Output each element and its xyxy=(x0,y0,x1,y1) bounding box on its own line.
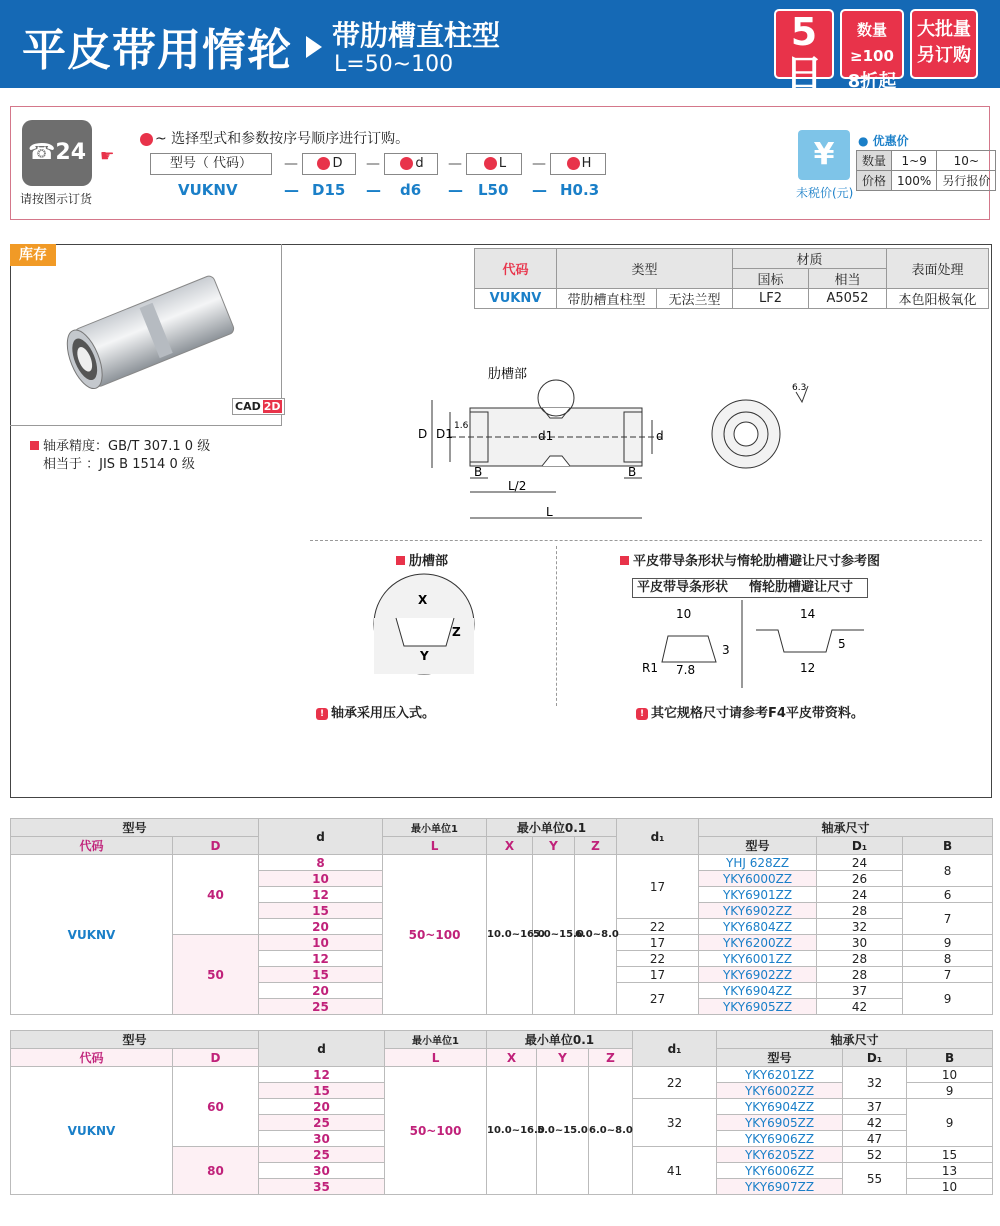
price-label: 未税价(元) xyxy=(796,186,854,200)
svg-text:X: X xyxy=(418,593,428,607)
divider xyxy=(556,546,557,706)
svg-text:10: 10 xyxy=(676,607,692,621)
guide-diagram xyxy=(632,600,868,690)
note-bearing: ! 轴承采用压入式。 xyxy=(316,702,435,721)
svg-text:14: 14 xyxy=(800,607,816,621)
box-model: 型号（ 代码） xyxy=(150,153,272,175)
phone-24-icon: ☎24 xyxy=(22,120,92,186)
svg-text:7.8: 7.8 xyxy=(676,663,696,677)
material-table: 代码 类型 材质 表面处理 国标 相当 VUKNV 带肋槽直柱型 无法兰型 LF2 A5052 本色阳极氧化 xyxy=(474,248,989,309)
label-d: d xyxy=(656,429,664,443)
yen-icon: ¥ xyxy=(798,130,850,180)
order-instruction: ~ 选择型式和参数按序号顺序进行订购。 xyxy=(138,128,409,148)
svg-text:3: 3 xyxy=(722,643,730,657)
groove-detail xyxy=(370,570,478,680)
pref-title: ● 优惠价 xyxy=(858,134,909,148)
note-reference: ! 其它规格尺寸请参考F4平皮带资料。 xyxy=(636,702,864,721)
technical-drawing xyxy=(400,360,820,530)
label-B: B xyxy=(474,465,483,479)
spec-table-2: 型号 d 最小单位1 最小单位0.1 d₁ 轴承尺寸 代码 D L X Y Z 型号 D₁ B VUKNV 60 12 50~100 10.0~16.0 5.0~15.0 6.0~8.0 22 YKY6201ZZ 32 10 15 YKY6002ZZ 9 20 32 YKY6904ZZ 37 9 25 YKY6905ZZ 42 30 YKY6906ZZ 47 80 25 41 YKY6205ZZ 52 15 30 YKY6006ZZ 55 13 35 YKY6907ZZ 10 xyxy=(10,1030,993,1195)
box-d: d xyxy=(384,153,438,175)
badge-5day: 5日 发货 xyxy=(774,9,834,79)
code-d: d6 xyxy=(400,181,422,199)
code-model: VUKNV xyxy=(178,181,238,199)
label-r16: 1.6 xyxy=(454,421,469,431)
svg-text:12: 12 xyxy=(800,661,816,675)
pref-table: 数量 1~9 10~ 价格 100% 另行报价 xyxy=(856,150,996,191)
label-D1: D1 xyxy=(436,427,453,441)
guide-header: 平皮带导条形状 惰轮肋槽避让尺寸 xyxy=(632,578,868,598)
badge-bulk: 大批量 另订购 xyxy=(910,9,978,79)
label-groove: 肋槽部 xyxy=(488,367,528,382)
code-D: D15 xyxy=(312,181,346,199)
box-D: D xyxy=(302,153,356,175)
label-L: L xyxy=(546,505,553,519)
spec-text: 轴承精度：GB/T 307.1 0 级 相当于 ：JIS B 1514 0 级 xyxy=(30,438,210,474)
spec-table-1: 型号 d 最小单位1 最小单位0.1 d₁ 轴承尺寸 代码 D L X Y Z 型号 D₁ B VUKNV 40 8 50~100 10.0~16.0 5.0~15.0 6.0~8.0 17 YHJ 628ZZ 24 8 10 YKY6000ZZ 26 12 YKY6901ZZ 24 6 15 YKY6902ZZ 28 7 20 22 YKY6804ZZ 32 50 10 17 YKY6200ZZ 30 9 12 22 YKY6001ZZ 28 8 15 17 YKY6902ZZ 28 7 20 27 YKY6904ZZ 37 9 25 YKY6905ZZ 42 xyxy=(10,818,993,1015)
phone-label: 请按图示订货 xyxy=(20,192,93,206)
label-D: D xyxy=(418,427,428,441)
pointing-hand-icon: ☛ xyxy=(100,146,115,165)
code-H: H0.3 xyxy=(560,181,600,199)
length-range: L=50~100 xyxy=(334,52,454,77)
code-L: L50 xyxy=(478,181,509,199)
label-d1: d1 xyxy=(538,429,554,443)
groove-title: 肋槽部 xyxy=(396,550,448,569)
box-L: L xyxy=(466,153,522,175)
box-H: H xyxy=(550,153,606,175)
stock-tag: 库存 xyxy=(10,244,56,266)
page-title: 平皮带用惰轮 xyxy=(22,25,292,76)
label-L2: L/2 xyxy=(508,479,527,493)
page-subtitle: 带肋槽直柱型 xyxy=(332,19,501,52)
label-B2: B xyxy=(628,465,637,479)
svg-text:5: 5 xyxy=(838,637,846,651)
svg-text:Z: Z xyxy=(452,625,461,639)
cad-button[interactable]: CAD 2D xyxy=(232,398,285,415)
divider xyxy=(310,540,982,541)
badge-discount: 数量≥100 8折起 xyxy=(840,9,904,79)
svg-text:Y: Y xyxy=(420,649,429,663)
guide-title: 平皮带导条形状与惰轮肋槽避让尺寸参考图 xyxy=(620,550,880,569)
svg-text:R1: R1 xyxy=(642,661,658,675)
label-roughness: 6.3 xyxy=(792,383,807,393)
arrow-icon xyxy=(306,36,322,58)
